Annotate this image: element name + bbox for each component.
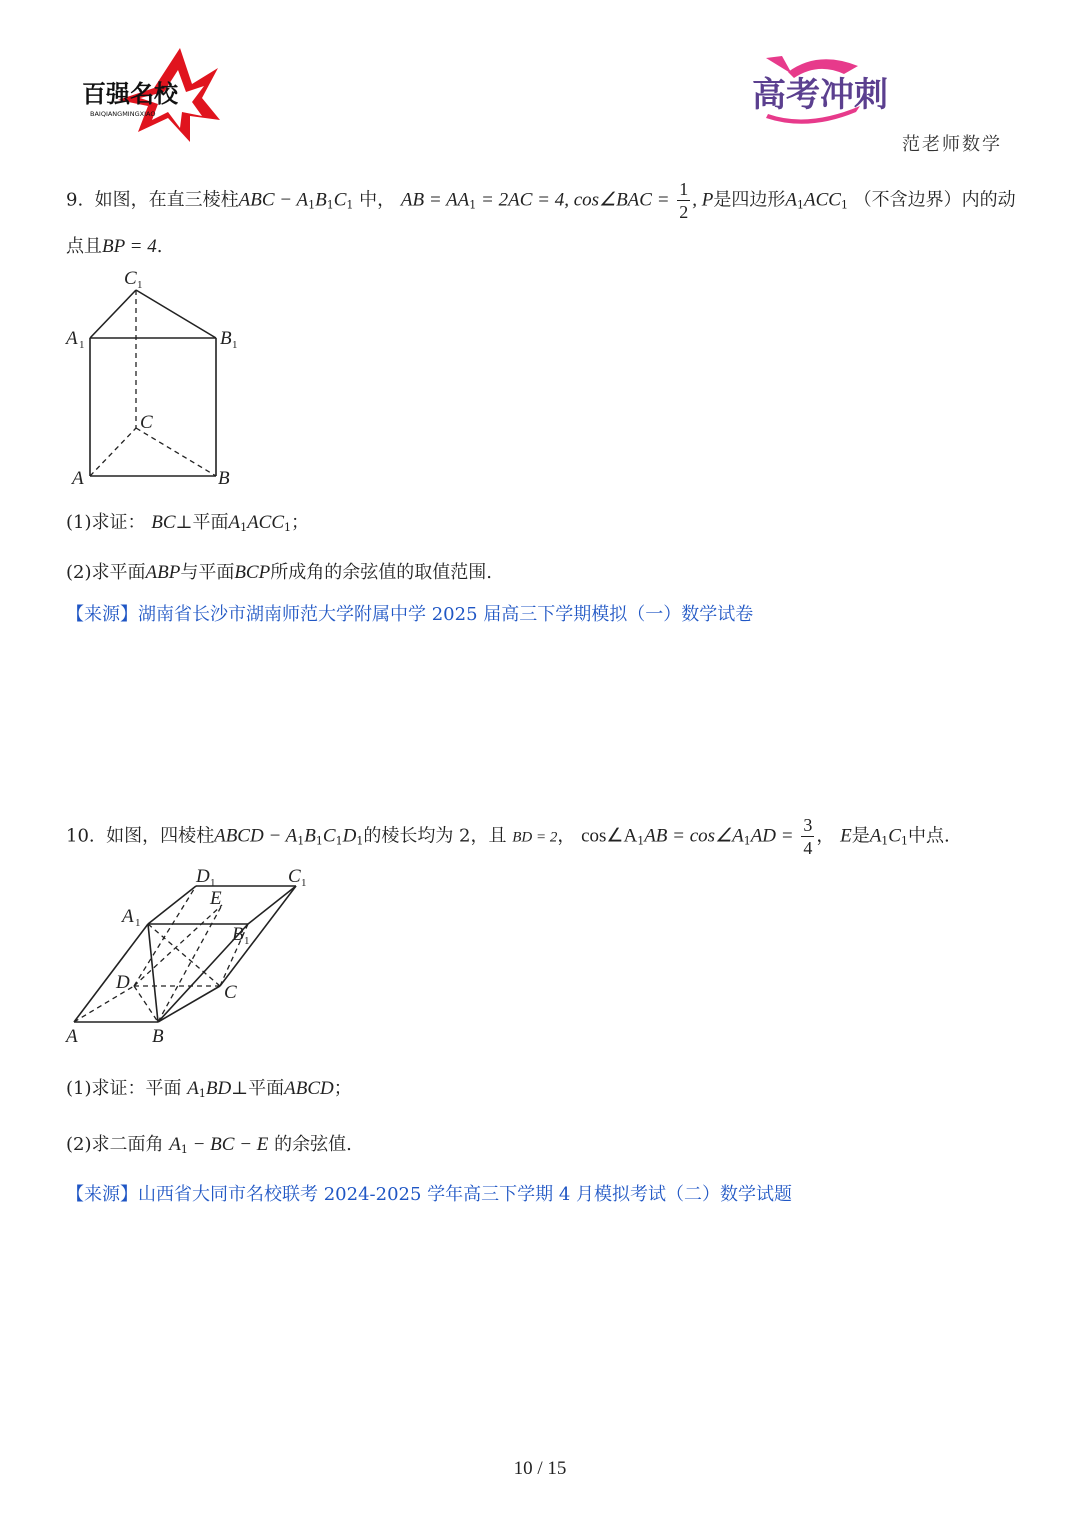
label-B1: B xyxy=(220,328,232,349)
q10-part1: (1)求证：平面 $A_1BD\perp$平面ABCD； xyxy=(66,1078,352,1100)
label-E: E xyxy=(210,888,222,909)
label-A1: A xyxy=(122,906,134,927)
q9-source: 【来源】湖南省长沙市湖南师范大学附属中学 2025 届高三下学期模拟（一）数学试卷 xyxy=(66,604,754,625)
q9-number: 9. xyxy=(66,189,84,211)
label-A: A xyxy=(66,1026,78,1047)
page-number: 10 / 15 xyxy=(513,1458,567,1479)
q10-part2: (2)求二面角 $A_1$ − BC − E 的余弦值. xyxy=(66,1134,352,1156)
label-D: D xyxy=(116,972,130,993)
svg-text:1: 1 xyxy=(301,877,307,889)
label-A: A xyxy=(72,468,84,489)
svg-text:1: 1 xyxy=(137,279,143,291)
label-B: B xyxy=(218,468,230,489)
svg-text:1: 1 xyxy=(210,877,216,889)
q9-part1: (1)求证： BC⊥平面$A_1ACC_1$； xyxy=(66,512,310,534)
svg-text:百强名校: 百强名校 xyxy=(82,80,178,108)
label-C1: C xyxy=(288,866,301,887)
q9-statement-line2: 点且BP = 4. xyxy=(66,236,163,257)
label-C: C xyxy=(140,412,153,433)
svg-text:BAIQIANGMINGXIAO: BAIQIANGMINGXIAO xyxy=(90,110,156,118)
q9-statement-line1: 9. 如图，在直三棱柱ABC − $A_1B_1C_1$ 中， AB = $AA_1 = 2AC = 4$, cos∠BAC = $\frac{1}{2}$ , P是四边形$A_1ACC_1$ （不含边界）内的动 xyxy=(66,179,1016,222)
label-B1: B xyxy=(232,924,244,945)
svg-text:1: 1 xyxy=(79,339,85,351)
q10-fraction: $\frac{3}{4}$ xyxy=(803,815,813,858)
q9-part2: (2)求平面ABP与平面BCP所成角的余弦值的取值范围. xyxy=(66,562,492,583)
q10-statement: 10. 如图，四棱柱ABCD − $A_1B_1C_1D_1$的棱长均为 2，且 BD = 2， $\cos\angle A_1AB$ = $\cos\angle A_1AD$ = $\frac{3}{4}$ ， E是$A_1C_1$中点. xyxy=(66,815,950,858)
label-D1: D xyxy=(196,866,210,887)
q10-number: 10. xyxy=(66,825,95,847)
svg-text:1: 1 xyxy=(244,935,250,947)
baiqiang-logo xyxy=(78,46,220,146)
label-C1: C xyxy=(124,268,137,289)
label-B: B xyxy=(152,1026,164,1047)
teacher-label: 范老师数学 xyxy=(902,134,1002,155)
q9-fraction: $\frac{1}{2}$ xyxy=(679,179,689,222)
svg-text:高考冲刺: 高考冲刺 xyxy=(752,75,888,115)
svg-text:1: 1 xyxy=(232,339,238,351)
svg-text:1: 1 xyxy=(135,917,141,929)
q10-figure xyxy=(60,862,320,1052)
label-C: C xyxy=(224,982,237,1003)
q9-figure xyxy=(60,262,260,494)
label-A1: A xyxy=(66,328,78,349)
q10-source: 【来源】山西省大同市名校联考 2024-2025 学年高三下学期 4 月模拟考试（二）数学试题 xyxy=(66,1184,793,1205)
gaokao-logo xyxy=(748,48,898,126)
